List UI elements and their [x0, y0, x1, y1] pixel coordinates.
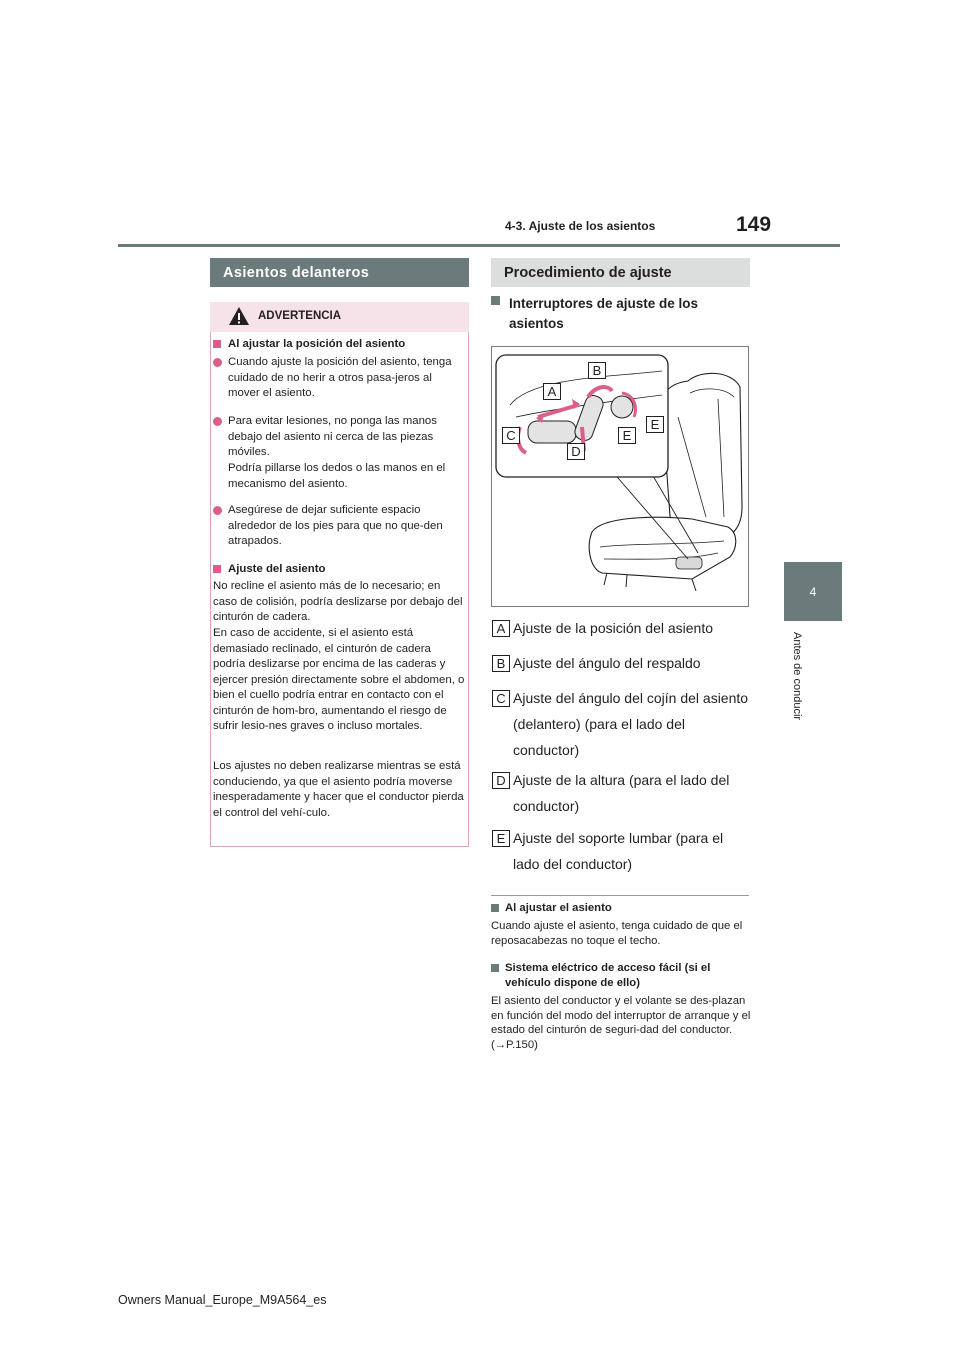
item-text: Ajuste del soporte lumbar (para el lado del conductor) [513, 830, 724, 872]
figure-label-c: C [502, 427, 520, 444]
warning-bullet: Asegúrese de dejar suficiente espacio alrededor de los pies para que no que-den atrapados. [228, 503, 464, 550]
item-letter: B [492, 655, 510, 672]
item-text: Ajuste del ángulo del cojín del asiento (delantero) (para el lado del conductor) [513, 690, 749, 758]
section-title: 4-3. Ajuste de los asientos [505, 219, 656, 233]
figure-label-b: B [588, 362, 606, 379]
item-letter: E [492, 830, 510, 847]
note-text: Cuando ajuste el asiento, tenga cuidado de que el reposacabezas no toque el techo. [491, 920, 743, 947]
warning-paragraph: En caso de accidente, si el asiento está demasiado reclinado, el cinturón de cadera podría deslizarse por encima de las caderas y ejercer presión directamente sobre el abdomen, o bien el cuello podría entrar en contacto con el cinturón de hom-bro, aumentando el riesgo de sufrir lesio-nes graves o incluso mortales. [213, 627, 465, 732]
switches-heading: Interruptores de ajuste de los asientos [509, 296, 699, 331]
warning-paragraph: No recline el asiento más de lo necesario; en caso de colisión, podría deslizarse por debajo del cinturón de cadera. [213, 580, 463, 623]
warning-subhead-1: Al ajustar la posición del asiento [228, 337, 464, 353]
item-text: Ajuste de la posición del asiento [513, 620, 714, 636]
seat-illustration [492, 347, 748, 606]
chapter-label: Antes de conducir [791, 632, 803, 721]
note-text: El asiento del conductor y el volante se des-plazan en función del modo del interruptor de arranque y el estado del cinturón de seguri-dad del conductor. (→P.150) [491, 995, 751, 1051]
warning-icon [228, 305, 250, 327]
footer: Owners Manual_Europe_M9A564_es [118, 1293, 327, 1307]
figure-label-e2: E [646, 416, 664, 433]
figure-label-a: A [543, 383, 561, 400]
warning-bullet-cont: Podría pillarse los dedos o las manos en el mecanismo del asiento. [228, 462, 446, 490]
item-letter: D [492, 772, 510, 789]
warning-title: ADVERTENCIA [258, 310, 342, 322]
warning-bullet: Para evitar lesiones, no ponga las manos debajo del asiento ni cerca de las piezas móviles. [228, 414, 464, 461]
figure-label-e: E [618, 427, 636, 444]
seat-figure [491, 346, 749, 607]
warning-bullet: Cuando ajuste la posición del asiento, tenga cuidado de no herir a otros pasa-jeros al mover el asiento. [228, 355, 464, 402]
notes-rule [491, 895, 749, 896]
note-title: Sistema eléctrico de acceso fácil (si el vehículo dispone de ello) [505, 961, 750, 990]
page-number: 149 [736, 213, 772, 236]
warning-paragraph: Los ajustes no deben realizarse mientras se está conduciendo, ya que el asiento podría moverse inesperadamente y hacer que el conductor pierda el control del vehí-culo. [213, 760, 464, 819]
left-heading: Asientos delanteros [210, 258, 469, 287]
figure-label-d: D [567, 443, 585, 460]
header-rule [118, 244, 840, 247]
item-text: Ajuste del ángulo del respaldo [513, 655, 701, 671]
item-text: Ajuste de la altura (para el lado del conductor) [513, 772, 730, 814]
item-letter: A [492, 620, 510, 637]
warning-subhead-2: Ajuste del asiento [228, 562, 464, 578]
right-heading: Procedimiento de ajuste [491, 258, 750, 287]
chapter-tab: 4 [784, 562, 842, 621]
item-letter: C [492, 690, 510, 707]
subheading-marker [491, 296, 500, 305]
note-title: Al ajustar el asiento [505, 901, 750, 916]
